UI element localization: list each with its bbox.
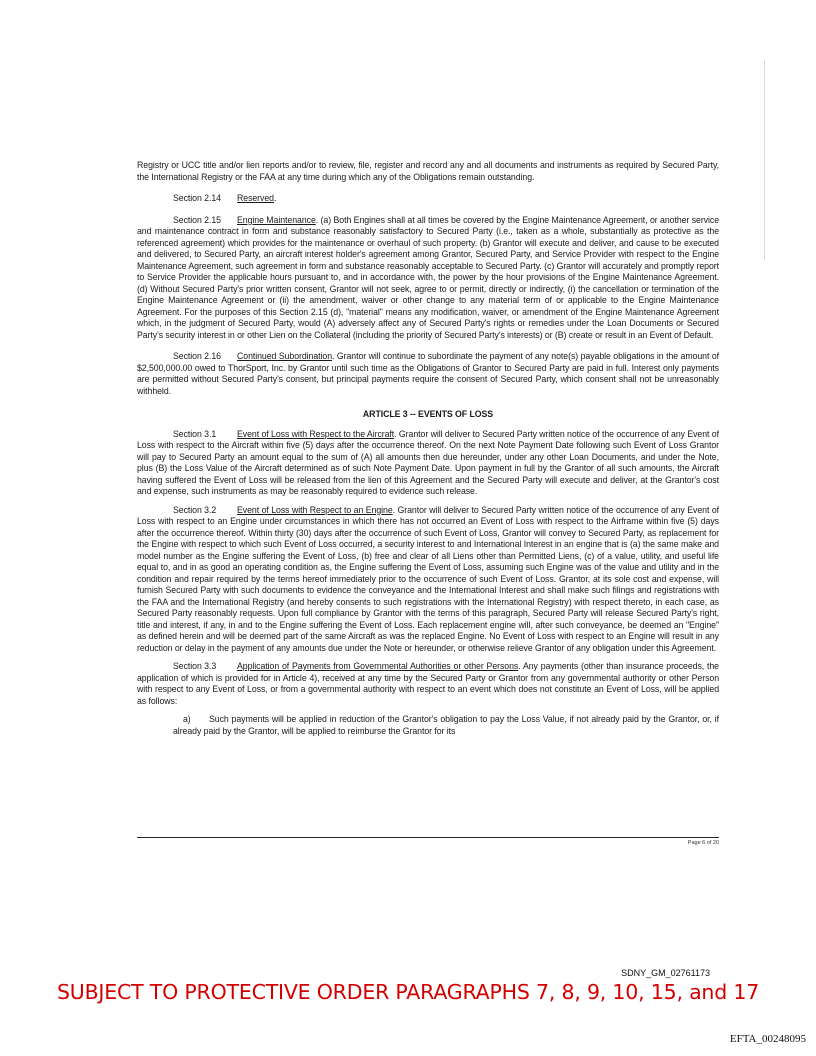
section-title: Engine Maintenance [237,214,316,225]
efta-number: EFTA_00248095 [729,1033,806,1045]
section-title: Application of Payments from Governmental Authorities or other Persons [237,661,519,671]
bates-number: SDNY_GM_02761173 [621,968,710,978]
section-title: Event of Loss with Respect to an Engine [237,504,393,515]
clause-label: a) [183,714,191,724]
section-title: Continued Subordination [237,351,333,361]
section-3-3-a [137,714,719,737]
section-title: Reserved [237,193,274,203]
section-number: Section 2.14 [173,193,221,203]
section-2-16 [137,351,719,397]
section-3-2 [137,505,719,655]
article-3-heading: ARTICLE 3 -- EVENTS OF LOSS [362,409,494,419]
protective-order-notice: SUBJECT TO PROTECTIVE ORDER PARAGRAPHS 7, 8, 9, 10, 15, and 17 [56,980,760,1004]
section-body: . Grantor will deliver to Secured Party written notice of the occurrence of any Event of Loss with respect to the Aircraft within five (5) days after the occurrence thereof. On the next Note Payment Date following such Event of Loss Grantor will pay to Secured Party an amount equal to the sum of (A) all amounts then due hereunder, under any other Loan Documents, and under the Note, plus (B) the Loss Value of the Aircraft determined as of such Note Payment Date. Upon payment in full by the Grantor of all such amounts, the Aircraft having suffered the Event of Loss will be released from the lien of this Agreement and the Secured Party will execute and deliver, at the Grantor's cost and expense, such instruments as may be reasonably required to evidence such release. [137,428,719,496]
section-body: . Grantor will continue to subordinate the payment of any note(s) payable obligations in the amount of $2,500,000.00 owed to ThorSport, Inc. by Grantor until such time as the Obligations of Grantor to Secured Party are paid in full. Interest only payments are permitted without Secured Party's consent, but principal payments require the consent of Secured Party, which consent shall not be unreasonably withheld. [137,351,719,396]
section-number: Section 3.2 [173,504,217,515]
section-3-3 [137,661,719,707]
section-2-14 [137,193,719,205]
section-number: Section 2.15 [173,214,221,225]
section-tail: . [273,193,277,203]
section-2-15 [137,215,719,342]
document-body [137,160,719,737]
scan-margin-line [764,60,765,260]
section-3-1 [137,429,719,498]
section-body: . Grantor will deliver to Secured Party written notice of the occurrence of any Event of Loss with respect to an Engine under circumstances in which there has not occurred an Event of Loss with respect to the Airframe within five (5) days after the occurrence thereof. Within thirty (30) days after the occurrence of such Event of Loss, Grantor will convey to Secured Party, as replacement for the Engine with respect to which such Event of Loss occurred, a security interest to and International Interest in an engine that is (a) the same make and model number as the Engine suffering the Event of Loss, (b) free and clear of all Liens other than Permitted Liens, (c) of a value, utility, and useful life equal to, and in as good an operating condition as, the Engine suffering the Event of Loss, assuming such Engine was of the value and utility and in the condition and repair required by the terms hereof immediately prior to the occurrence of such Event of Loss. Grantor, at its sole cost and expense, will furnish Secured Party with such documents to evidence the conveyance and the International Interest and shall make such filings and registrations with the FAA and the International Registry (and hereby consents to such registrations with the International Registry) with respect thereto, in each case, as Secured Party reasonably requests. Upon full compliance by Grantor with the terms of this paragraph, Secured Party will release Secured Party's right, title and interest, if any, in and to the Engine suffering the Event of Loss. Each replacement engine will, after such conveyance, be deemed an "Engine" as defined herein and will be deemed part of the same Aircraft as was the replaced Engine. No Event of Loss with respect to an Engine will result in any reduction or delay in the payment of any amounts due under the Note or hereunder, or otherwise relieve Grantor of any obligation under this Agreement. [137,504,719,653]
continuation-paragraph: Registry or UCC title and/or lien reports and/or to review, file, register and record any and all documents and instruments as required by Secured Party, the International Registry or the FAA at any time during which any of the Obligations remain outstanding. [137,160,719,182]
clause-body: Such payments will be applied in reduction of the Grantor's obligation to pay the Loss Value, if not already paid by the Grantor, or, if already paid by the Grantor, will be applied to reimburse the Grantor for its [173,714,719,736]
section-title: Event of Loss with Respect to the Aircraft [237,428,395,439]
section-number: Section 3.3 [173,661,217,671]
page-number: Page 6 of 20 [687,840,719,846]
section-number: Section 2.16 [173,351,221,361]
footer-rule [137,837,719,838]
section-body: . Any payments (other than insurance proceeds, the application of which is provided for in Article 4), received at any time by the Secured Party or Grantor from any governmental authority or other Person with respect to any Event of Loss, or from a governmental authority with respect to an event which does not constitute an Event of Loss, will be applied as follows: [137,661,719,706]
section-number: Section 3.1 [173,428,217,439]
section-body: . (a) Both Engines shall at all times be covered by the Engine Maintenance Agreement, or another service and maintenance contract in form and substance reasonably satisfactory to Secured Party (i.e., taken as a whole, substantially as protective as the referenced agreement) which provides for the maintenance or overhaul of such property. (b) Grantor will execute and deliver, and cause to be executed and delivered, to Secured Party, an aircraft interest holder's agreement among Grantor, Secured Party, and Service Provider with respect to the Engine Maintenance Agreement, such agreement in form and substance reasonably acceptable to Secured Party. (c) Grantor will accurately and promptly report to Service Provider the applicable hours pursuant to, and in accordance with, the power by the hour provisions of the Engine Maintenance Agreement. (d) Without Secured Party's prior written consent, Grantor will not seek, agree to or permit, directly or indirectly, (i) the cancellation or termination of the Engine Maintenance Agreement or (ii) the amendment, waiver or other change to any material term of or applicable to the Engine Maintenance Agreement. For the purposes of this Section 2.15 (d), "material" means any modification, waiver, or amendment of the Engine Maintenance Agreement which, in the judgment of Secured Party, would (A) adversely affect any of Secured Party's rights or remedies under the Loan Documents or Secured Party's security interest in or other Lien on the Collateral (including the priority of Secured Party's interests) or (B) create or result in an Event of Default. [137,214,720,340]
